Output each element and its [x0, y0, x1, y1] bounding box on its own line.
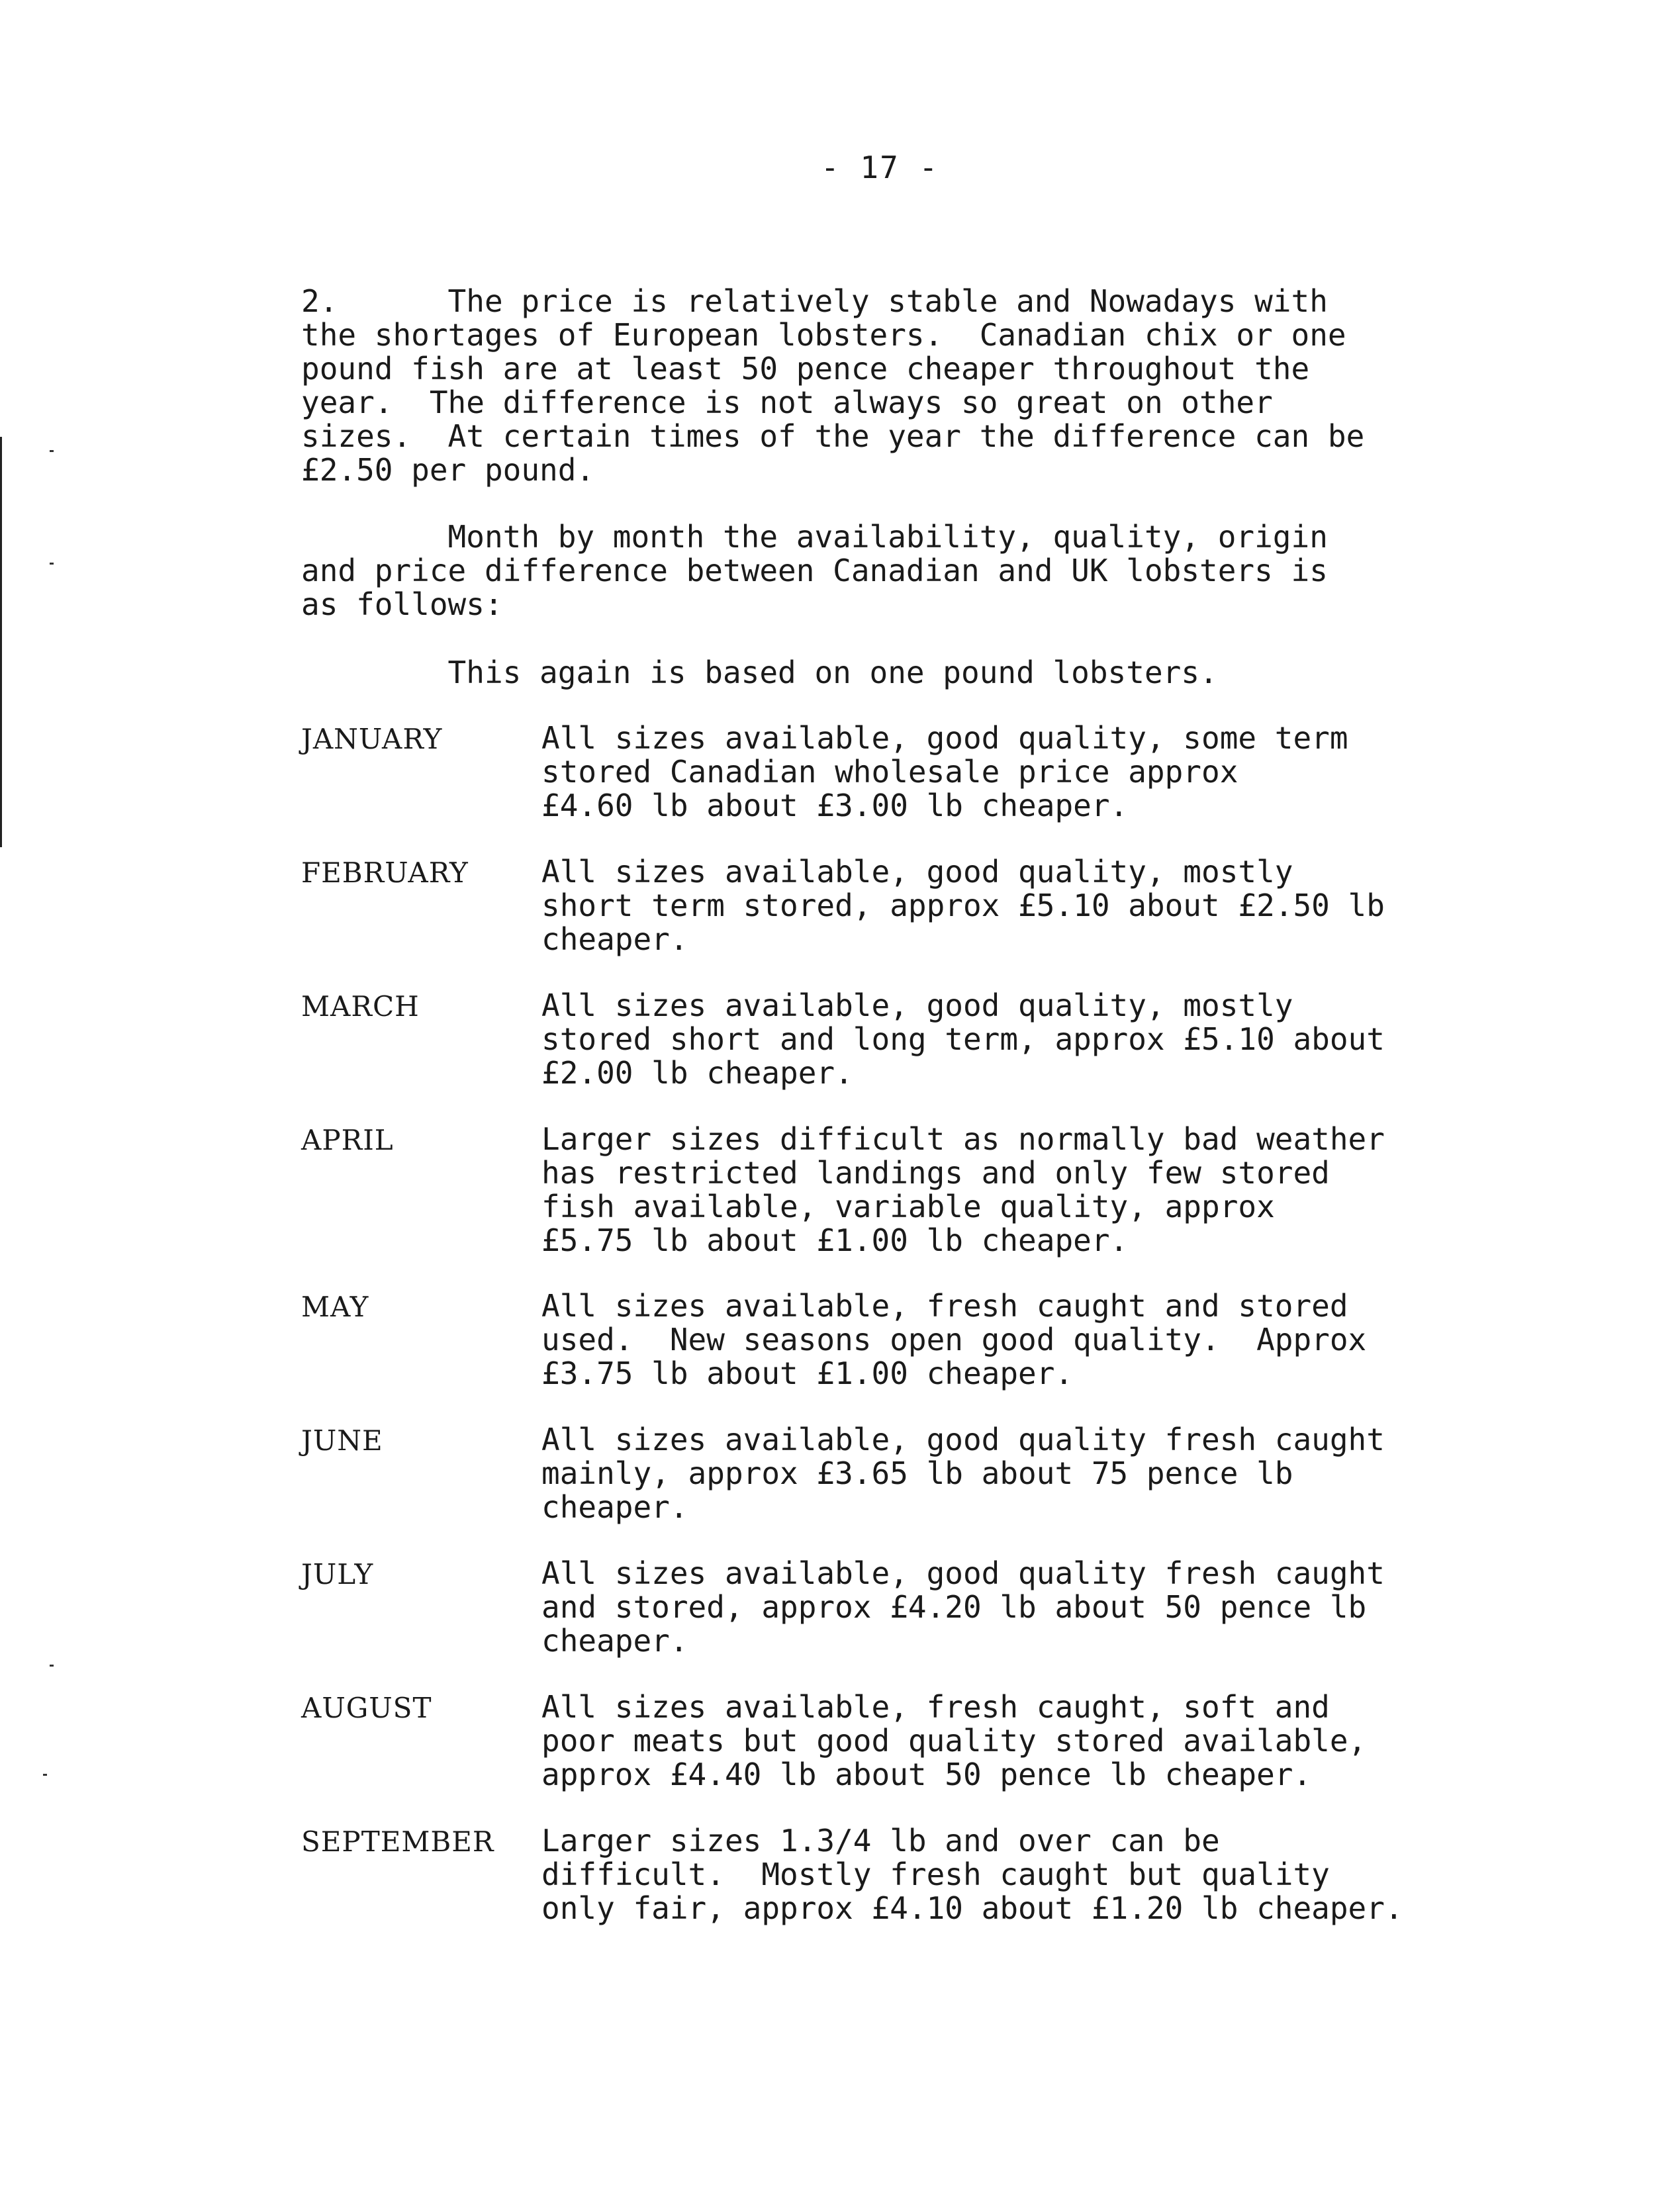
- text-line: This again is based on one pound lobsters.: [301, 655, 1218, 690]
- text-line: sizes. At certain times of the year the difference can be: [301, 418, 1365, 454]
- text-line: poor meats but good quality stored available,: [541, 1723, 1367, 1759]
- text-line: Month by month the availability, quality, origin: [301, 519, 1328, 555]
- text-line: £5.75 lb about £1.00 lb cheaper.: [541, 1222, 1129, 1258]
- text-line: 2. The price is relatively stable and Nowadays with: [301, 283, 1328, 319]
- month-description: [541, 1423, 1385, 1524]
- intro-paragraph-2: [301, 520, 1466, 621]
- text-line: All sizes available, good quality, mostly: [541, 988, 1293, 1023]
- scan-speck: [43, 1774, 47, 1776]
- month-name: MAY: [301, 1291, 369, 1323]
- text-line: mainly, approx £3.65 lb about 75 pence lb: [541, 1455, 1293, 1491]
- text-line: All sizes available, fresh caught and stored: [541, 1288, 1348, 1324]
- text-line: stored short and long term, approx £5.10 about: [541, 1021, 1385, 1057]
- text-line: difficult. Mostly fresh caught but quality: [541, 1857, 1330, 1892]
- text-line: year. The difference is not always so great on other: [301, 385, 1273, 420]
- text-line: All sizes available, good quality fresh caught: [541, 1422, 1385, 1457]
- text-line: the shortages of European lobsters. Canadian chix or one: [301, 317, 1346, 353]
- month-name: AUGUST: [301, 1692, 432, 1724]
- month-name: APRIL: [301, 1124, 394, 1156]
- text-line: All sizes available, good quality fresh caught: [541, 1555, 1385, 1591]
- month-name: JANUARY: [301, 723, 443, 755]
- text-line: cheaper.: [541, 1489, 688, 1525]
- month-name: JULY: [301, 1558, 374, 1590]
- text-line: and price difference between Canadian and UK lobsters is: [301, 553, 1328, 588]
- month-name: SEPTEMBER: [301, 1825, 494, 1858]
- text-line: fish available, variable quality, approx: [541, 1189, 1275, 1224]
- month-description: [541, 1824, 1403, 1925]
- month-entry-april: [301, 1123, 1493, 1289]
- intro-paragraph-1: [301, 285, 1466, 487]
- month-entry-march: [301, 989, 1493, 1123]
- scan-speck: [50, 450, 54, 452]
- month-entry-august: [301, 1690, 1493, 1824]
- month-description: [541, 1123, 1385, 1258]
- month-name: FEBRUARY: [301, 856, 469, 889]
- month-entry-february: [301, 855, 1493, 989]
- page-number: - 17 -: [821, 150, 939, 185]
- month-entry-may: [301, 1289, 1493, 1423]
- text-line: All sizes available, fresh caught, soft and: [541, 1689, 1330, 1725]
- month-description: [541, 1557, 1385, 1658]
- month-description: [541, 1289, 1366, 1391]
- text-line: has restricted landings and only few stored: [541, 1155, 1330, 1191]
- month-name: MARCH: [301, 990, 420, 1023]
- text-line: pound fish are at least 50 pence cheaper throughout the: [301, 351, 1310, 387]
- text-line: approx £4.40 lb about 50 pence lb cheaper.: [541, 1757, 1312, 1792]
- text-line: £4.60 lb about £3.00 lb cheaper.: [541, 788, 1129, 823]
- text-line: Larger sizes difficult as normally bad weather: [541, 1121, 1385, 1157]
- month-description: [541, 721, 1348, 823]
- scan-speck: [50, 1665, 54, 1667]
- month-description: [541, 855, 1385, 956]
- text-line: £3.75 lb about £1.00 cheaper.: [541, 1356, 1074, 1391]
- text-line: cheaper.: [541, 1623, 688, 1659]
- month-description: [541, 1690, 1366, 1792]
- month-entry-july: [301, 1557, 1493, 1690]
- monthly-availability-list: [301, 721, 1493, 1958]
- month-description: [541, 989, 1385, 1090]
- text-line: stored Canadian wholesale price approx: [541, 754, 1238, 790]
- text-line: Larger sizes 1.3/4 lb and over can be: [541, 1823, 1220, 1859]
- month-entry-june: [301, 1423, 1493, 1557]
- scan-speck: [50, 563, 54, 565]
- text-line: £2.00 lb cheaper.: [541, 1055, 853, 1091]
- text-line: only fair, approx £4.10 about £1.20 lb cheaper.: [541, 1890, 1403, 1926]
- text-line: £2.50 per pound.: [301, 452, 595, 488]
- month-entry-january: [301, 721, 1493, 855]
- text-line: cheaper.: [541, 921, 688, 957]
- text-line: All sizes available, good quality, mostly: [541, 854, 1293, 890]
- text-line: All sizes available, good quality, some term: [541, 720, 1348, 756]
- scan-margin-line: [0, 437, 2, 847]
- month-entry-september: [301, 1824, 1493, 1958]
- text-line: and stored, approx £4.20 lb about 50 pence lb: [541, 1589, 1367, 1625]
- text-line: short term stored, approx £5.10 about £2.50 lb: [541, 888, 1385, 923]
- intro-paragraph-3: [301, 656, 1466, 690]
- text-line: as follows:: [301, 586, 503, 622]
- text-line: used. New seasons open good quality. Approx: [541, 1322, 1367, 1357]
- month-name: JUNE: [301, 1424, 383, 1457]
